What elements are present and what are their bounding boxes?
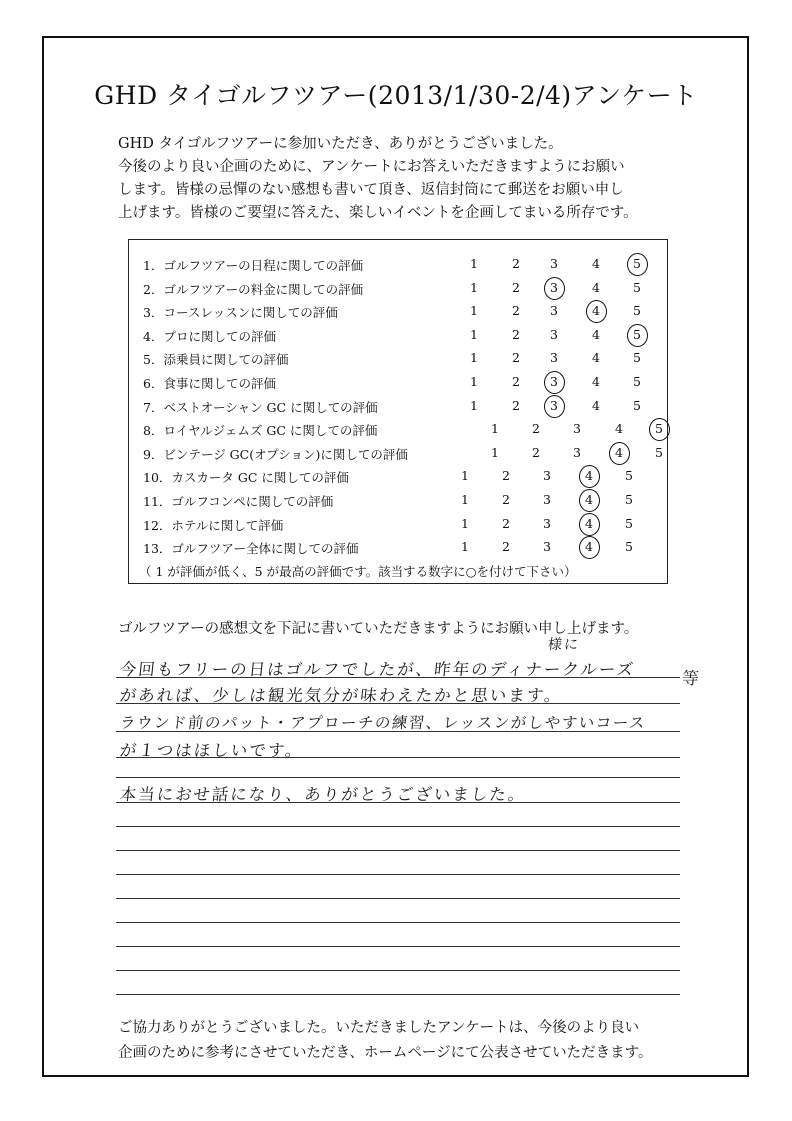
rating-option[interactable]: 5 xyxy=(625,492,633,507)
rating-option[interactable]: 4 xyxy=(592,256,600,271)
rating-option[interactable]: 4 xyxy=(592,350,600,366)
rating-option-selected[interactable]: 4 xyxy=(586,303,606,318)
rating-option[interactable]: 2 xyxy=(502,492,510,507)
handwritten-margin-note: 等 xyxy=(680,669,702,689)
rating-option[interactable]: 3 xyxy=(573,421,581,437)
rating-option[interactable]: 5 xyxy=(633,279,641,295)
rating-option[interactable]: 3 xyxy=(550,256,558,271)
ruled-line xyxy=(116,826,680,827)
rating-option-selected[interactable]: 4 xyxy=(579,516,599,531)
rating-option[interactable]: 1 xyxy=(470,350,478,366)
rating-option[interactable]: 5 xyxy=(625,515,633,531)
rating-option[interactable]: 1 xyxy=(470,397,478,413)
rating-option[interactable]: 5 xyxy=(625,468,633,484)
rating-option[interactable]: 3 xyxy=(550,303,558,319)
rating-option[interactable]: 1 xyxy=(470,279,478,295)
rating-option[interactable]: 4 xyxy=(592,279,600,295)
rating-option[interactable]: 2 xyxy=(512,256,520,271)
rating-option[interactable]: 4 xyxy=(592,374,600,389)
ruled-line xyxy=(116,898,680,899)
rating-option[interactable]: 4 xyxy=(592,326,600,342)
intro-line: します。皆様の忌憚のない感想も書いて頂き、返信封筒にて郵送をお願い申し xyxy=(118,182,624,198)
rating-option[interactable]: 5 xyxy=(633,397,641,413)
rating-option-selected[interactable]: 5 xyxy=(649,421,669,436)
intro-line: GHD タイゴルフツアーに参加いただき、ありがとうございました。 xyxy=(118,136,563,152)
rating-option[interactable]: 5 xyxy=(633,303,641,319)
closing-line: ご協力ありがとうございました。いただきましたアンケートは、今後のより良い xyxy=(118,1020,640,1036)
intro-paragraph xyxy=(118,133,708,225)
ruled-line xyxy=(116,777,680,778)
handwritten-line: 今回もフリーの日はゴルフでしたが、昨年のディナークルーズ xyxy=(118,660,637,679)
rating-option[interactable]: 2 xyxy=(512,397,520,413)
rating-note: （ 1 が評価が低く、5 が最高の評価です。該当する数字に○を付けて下さい） xyxy=(139,564,577,579)
ruled-line xyxy=(116,994,680,995)
rating-option-selected[interactable]: 4 xyxy=(579,539,599,554)
page-title: GHD タイゴルフツアー(2013/1/30-2/4)アンケート xyxy=(94,81,698,110)
rating-option[interactable]: 3 xyxy=(573,444,581,460)
handwritten-line: があれば、少しは観光気分が味わえたかと思います。 xyxy=(118,686,564,705)
rating-option-selected[interactable]: 3 xyxy=(544,374,564,389)
rating-option[interactable]: 3 xyxy=(550,326,558,342)
rating-item-label: 13．ゴルフツアー全体に関しての評価 xyxy=(143,541,359,557)
rating-option[interactable]: 1 xyxy=(461,515,469,531)
rating-option-selected[interactable]: 4 xyxy=(579,468,599,483)
rating-option[interactable]: 1 xyxy=(470,303,478,319)
rating-option[interactable]: 2 xyxy=(512,303,520,319)
rating-item-label: 4．プロに関しての評価 xyxy=(143,328,276,344)
ruled-line xyxy=(116,874,680,875)
rating-option[interactable]: 2 xyxy=(502,539,510,555)
rating-option[interactable]: 2 xyxy=(512,326,520,342)
rating-item-label: 3．コースレッスンに関しての評価 xyxy=(143,305,338,321)
rating-option[interactable]: 3 xyxy=(543,468,551,484)
closing-text xyxy=(118,1016,652,1066)
rating-option[interactable]: 1 xyxy=(461,468,469,484)
comment-prompt: ゴルフツアーの感想文を下記に書いていただきますようにお願い申し上げます。 xyxy=(118,621,639,637)
rating-item-label: 5．添乗員に関しての評価 xyxy=(143,352,289,368)
intro-line: 上げます。皆様のご要望に答えた、楽しいイベントを企画してまいる所存です。 xyxy=(118,205,638,221)
ruled-line xyxy=(116,970,680,971)
rating-option-selected[interactable]: 4 xyxy=(579,492,599,507)
rating-option[interactable]: 5 xyxy=(655,444,663,460)
handwritten-line: ラウンド前のパット・アプローチの練習、レッスンがしやすいコース xyxy=(118,714,647,732)
rating-option[interactable]: 5 xyxy=(633,350,641,366)
rating-option-selected[interactable]: 3 xyxy=(544,280,564,295)
rating-option[interactable]: 3 xyxy=(550,350,558,366)
rating-option[interactable]: 3 xyxy=(543,515,551,531)
rating-option[interactable]: 2 xyxy=(532,421,540,437)
rating-item-label: 8．ロイヤルジェムズ GC に関しての評価 xyxy=(143,423,378,439)
rating-option-selected[interactable]: 5 xyxy=(627,327,647,342)
handwritten-line: が１つはほしいです。 xyxy=(118,741,305,760)
rating-option[interactable]: 3 xyxy=(543,539,551,555)
rating-option[interactable]: 2 xyxy=(502,468,510,484)
rating-item-label: 11．ゴルフコンペに関しての評価 xyxy=(143,494,334,509)
rating-option[interactable]: 2 xyxy=(502,515,510,531)
rating-option-selected[interactable]: 3 xyxy=(544,398,564,413)
ruled-line xyxy=(116,922,680,923)
rating-option[interactable]: 5 xyxy=(633,374,641,389)
rating-option-selected[interactable]: 5 xyxy=(627,256,647,271)
handwritten-insertion: 様に xyxy=(547,637,581,653)
rating-option[interactable]: 1 xyxy=(470,374,478,389)
rating-item-label: 7．ベストオーシャン GC に関しての評価 xyxy=(143,399,378,415)
rating-item-label: 9．ビンテージ GC(オプション)に関しての評価 xyxy=(143,446,408,462)
rating-option[interactable]: 2 xyxy=(512,279,520,295)
rating-option[interactable]: 4 xyxy=(615,421,623,437)
rating-option[interactable]: 1 xyxy=(491,444,499,460)
rating-item-label: 10．カスカータ GC に関しての評価 xyxy=(143,470,349,486)
rating-item-label: 2．ゴルフツアーの料金に関しての評価 xyxy=(143,281,364,297)
ruled-line xyxy=(116,946,680,947)
rating-table xyxy=(128,239,668,584)
rating-option[interactable]: 1 xyxy=(470,256,478,271)
rating-option[interactable]: 2 xyxy=(532,444,540,460)
rating-item-label: 12．ホテルに関して評価 xyxy=(143,517,284,533)
rating-option[interactable]: 2 xyxy=(512,374,520,389)
handwritten-line: 本当におせ話になり、ありがとうございました。 xyxy=(118,785,528,804)
intro-line: 今後のより良い企画のために、アンケートにお答えいただきますようにお願い xyxy=(118,159,625,175)
rating-option[interactable]: 1 xyxy=(470,326,478,342)
rating-option[interactable]: 1 xyxy=(461,539,469,555)
rating-option[interactable]: 4 xyxy=(592,397,600,413)
rating-item-label: 6．食事に関しての評価 xyxy=(143,376,276,391)
rating-option[interactable]: 1 xyxy=(491,421,499,437)
rating-option[interactable]: 3 xyxy=(543,492,551,507)
rating-option[interactable]: 1 xyxy=(461,492,469,507)
rating-option[interactable]: 2 xyxy=(512,350,520,366)
closing-line: 企画のために参考にさせていただき、ホームページにて公表させていただきます。 xyxy=(118,1045,653,1061)
rating-item-label: 1．ゴルフツアーの日程に関しての評価 xyxy=(143,258,364,273)
rating-option-selected[interactable]: 4 xyxy=(609,445,629,460)
rating-option[interactable]: 5 xyxy=(625,539,633,555)
ruled-line xyxy=(116,850,680,851)
